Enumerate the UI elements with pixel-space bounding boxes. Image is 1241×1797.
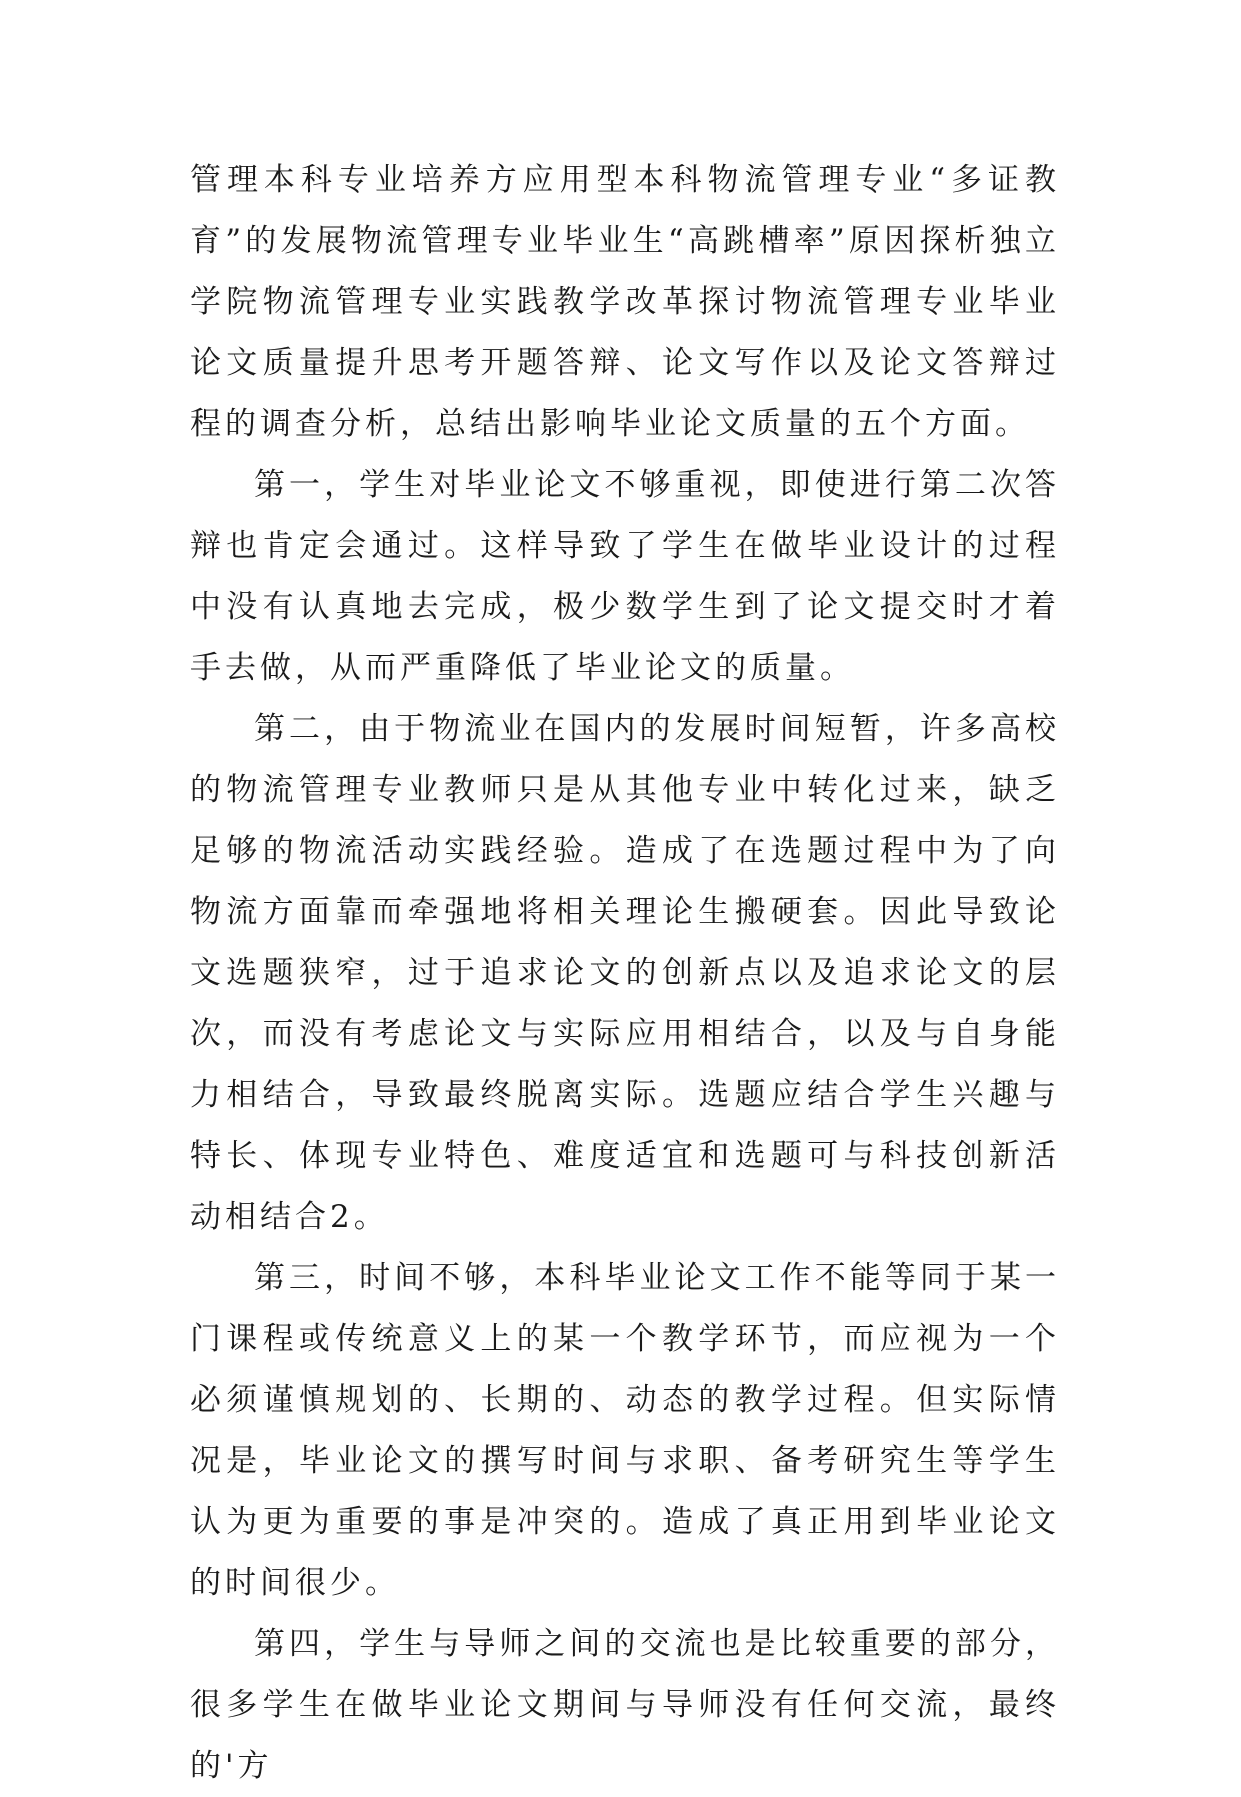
paragraph-intro: 管理本科专业培养方应用型本科物流管理专业“多证教育”的发展物流管理专业毕业生“高跳槽率”原因探析独立学院物流管理专业实践教学改革探讨物流管理专业毕业论文质量提升思考开题答辩、论文写作以及论文答辩过程的调查分析，总结出影响毕业论文质量的五个方面。 <box>190 162 1060 442</box>
paragraph-point-two: 第二，由于物流业在国内的发展时间短暂，许多高校的物流管理专业教师只是从其他专业中转化过来，缺乏足够的物流活动实践经验。造成了在选题过程中为了向物流方面靠而牵强地将相关理论生搬硬套。因此导致论文选题狭窄，过于追求论文的创新点以及追求论文的层次，而没有考虑论文与实际应用相结合，以及与自身能力相结合，导致最终脱离实际。选题应结合学生兴趣与特长、体现专业特色、难度适宜和选题可与科技创新活动相结合2。 <box>190 711 1060 1235</box>
body-text <box>190 150 1060 1797</box>
paragraph-point-three: 第三，时间不够，本科毕业论文工作不能等同于某一门课程或传统意义上的某一个教学环节，而应视为一个必须谨慎规划的、长期的、动态的教学过程。但实际情况是，毕业论文的撰写时间与求职、备考研究生等学生认为更为重要的事是冲突的。造成了真正用到毕业论文的时间很少。 <box>190 1260 1060 1601</box>
paragraph-point-four: 第四，学生与导师之间的交流也是比较重要的部分，很多学生在做毕业论文期间与导师没有任何交流，最终的'方 <box>190 1626 1060 1784</box>
paragraph-point-one: 第一，学生对毕业论文不够重视，即使进行第二次答辩也肯定会通过。这样导致了学生在做毕业设计的过程中没有认真地去完成，极少数学生到了论文提交时才着手去做，从而严重降低了毕业论文的质量。 <box>190 467 1060 686</box>
